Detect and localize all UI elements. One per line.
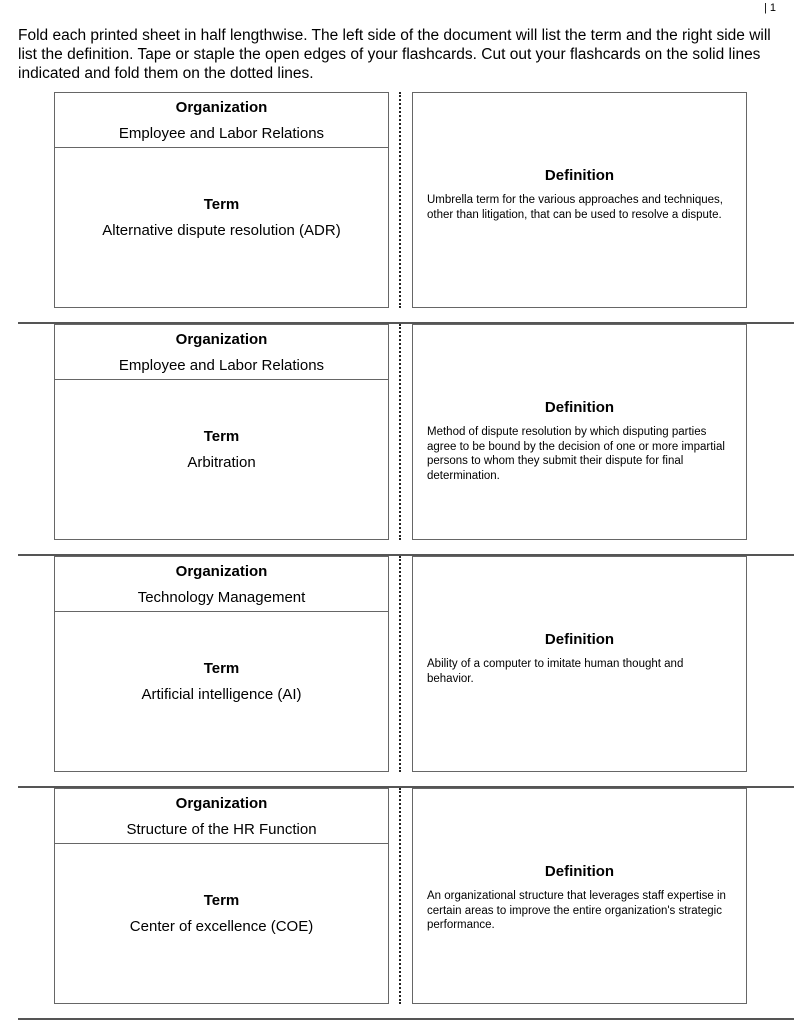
fold-line	[399, 556, 401, 772]
organization-label: Organization	[175, 99, 268, 116]
definition-text: Umbrella term for the various approaches and techniques, other than litigation, that can be used to resolve a dispute.	[427, 194, 723, 221]
term-card	[54, 92, 389, 308]
flashcard-row	[0, 556, 794, 788]
definition-card	[412, 556, 747, 772]
term-label: Term	[203, 660, 240, 677]
definition-label: Definition	[544, 399, 615, 416]
organization-header	[55, 557, 388, 612]
organization-label: Organization	[175, 795, 268, 812]
fold-line	[399, 92, 401, 308]
definition-text: An organizational structure that leverages staff expertise in certain areas to improve the entire organization's strategic performance.	[427, 890, 726, 931]
term-section	[55, 844, 388, 935]
definition-label: Definition	[544, 863, 615, 880]
organization-header	[55, 93, 388, 148]
definition-card	[412, 788, 747, 1004]
organization-value: Employee and Labor Relations	[118, 357, 325, 374]
fold-line	[399, 788, 401, 1004]
flashcard-row	[0, 92, 794, 324]
term-card	[54, 556, 389, 772]
term-label: Term	[203, 892, 240, 909]
term-section	[55, 148, 388, 239]
organization-header	[55, 325, 388, 380]
definition-label: Definition	[544, 167, 615, 184]
definition-label: Definition	[544, 631, 615, 648]
term-label: Term	[203, 428, 240, 445]
term-section	[55, 380, 388, 471]
term-value: Center of excellence (COE)	[129, 918, 314, 935]
term-value: Arbitration	[187, 454, 256, 471]
term-card	[54, 788, 389, 1004]
term-label: Term	[203, 196, 240, 213]
definition-text: Ability of a computer to imitate human thought and behavior.	[427, 658, 684, 685]
definition-text: Method of dispute resolution by which disputing parties agree to be bound by the decision of one or more impartial persons to whom they submit their dispute for final determination.	[427, 426, 725, 482]
page-number: | 1	[763, 2, 776, 14]
term-section	[55, 612, 388, 703]
organization-header	[55, 789, 388, 844]
organization-value: Technology Management	[137, 589, 306, 606]
organization-value: Employee and Labor Relations	[118, 125, 325, 142]
term-value: Alternative dispute resolution (ADR)	[102, 222, 341, 239]
organization-value: Structure of the HR Function	[126, 821, 317, 838]
fold-line	[399, 324, 401, 540]
definition-card	[412, 92, 747, 308]
definition-card	[412, 324, 747, 540]
organization-label: Organization	[175, 331, 268, 348]
organization-label: Organization	[175, 563, 268, 580]
flashcard-row	[0, 324, 794, 556]
term-value: Artificial intelligence (AI)	[141, 686, 302, 703]
flashcard-row	[0, 788, 794, 1020]
term-card	[54, 324, 389, 540]
instructions: Fold each printed sheet in half lengthwise. The left side of the document will list the term and the right side will list the definition. Tape or staple the open edges of your flashcards. Cut out your flashcards on the solid lines indicated and fold them on the dotted lines.	[18, 27, 771, 82]
